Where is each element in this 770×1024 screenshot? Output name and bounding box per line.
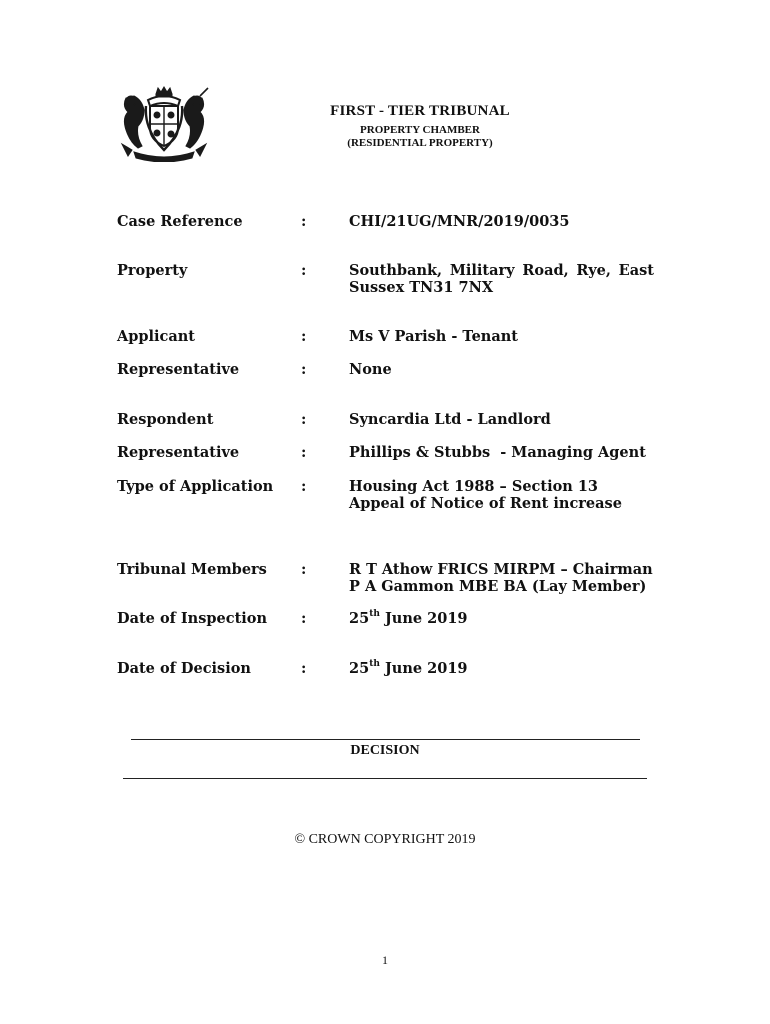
date-of-inspection-value [349,610,657,627]
date-month-year: June 2019 [379,660,468,677]
property-line-1-word: Military [449,262,515,279]
application-type-line-1: Housing Act 1988 – Section 13 [349,478,599,495]
colon: : [301,262,307,279]
date-day: 25 [349,660,370,677]
colon: : [301,478,307,495]
chamber-subtitle: (RESIDENTIAL PROPERTY) [347,137,493,149]
case-reference-value: CHI/21UG/MNR/2019/0035 [349,213,570,230]
respondent-value: Syncardia Ltd - Landlord [349,411,551,428]
crown-copyright: © CROWN COPYRIGHT 2019 [294,832,476,847]
applicant-representative-label: Representative [117,361,240,378]
colon: : [301,213,307,230]
tribunal-title: FIRST - TIER TRIBUNAL [330,103,510,119]
respondent-representative-label: Representative [117,444,240,461]
application-type-line-2: Appeal of Notice of Rent increase [349,495,622,512]
colon: : [301,660,307,677]
property-line-1 [349,262,654,279]
applicant-label: Applicant [117,328,196,345]
royal-coat-of-arms-icon [118,86,210,162]
date-of-decision-value [349,660,657,677]
date-month-year: June 2019 [379,610,468,627]
tribunal-members-value [349,561,657,595]
colon: : [301,361,307,378]
applicant-value: Ms V Parish - Tenant [349,328,518,345]
case-reference-label: Case Reference [117,213,243,230]
applicant-representative-value: None [349,361,392,378]
date-day: 25 [349,610,370,627]
date-ordinal-suffix: th [369,609,380,620]
colon: : [301,610,307,627]
property-line-1-word: Road, [522,262,569,279]
colon: : [301,444,307,461]
tribunal-member-lay: P A Gammon MBE BA (Lay Member) [349,578,647,595]
property-value [349,262,657,296]
colon: : [301,411,307,428]
date-of-decision-label: Date of Decision [117,660,251,677]
date-ordinal-suffix: th [369,659,380,670]
page-number: 1 [382,953,388,967]
tribunal-member-chairman: R T Athow FRICS MIRPM – Chairman [349,561,653,578]
colon: : [301,328,307,345]
application-type-value [349,478,657,512]
decision-heading: DECISION [350,743,420,758]
respondent-label: Respondent [117,411,214,428]
tribunal-members-label: Tribunal Members [117,561,267,578]
divider-bottom [123,778,647,779]
divider-top [131,739,640,740]
property-line-1-word: East [618,262,654,279]
colon: : [301,561,307,578]
date-of-inspection-label: Date of Inspection [117,610,267,627]
property-line-1-word: Rye, [576,262,611,279]
chamber-name: PROPERTY CHAMBER [360,124,480,136]
property-label: Property [117,262,188,279]
property-line-2: Sussex TN31 7NX [349,279,494,296]
application-type-label: Type of Application [117,478,274,495]
property-line-1-word: Southbank, [349,262,443,279]
respondent-representative-value: Phillips & Stubbs - Managing Agent [349,444,646,461]
